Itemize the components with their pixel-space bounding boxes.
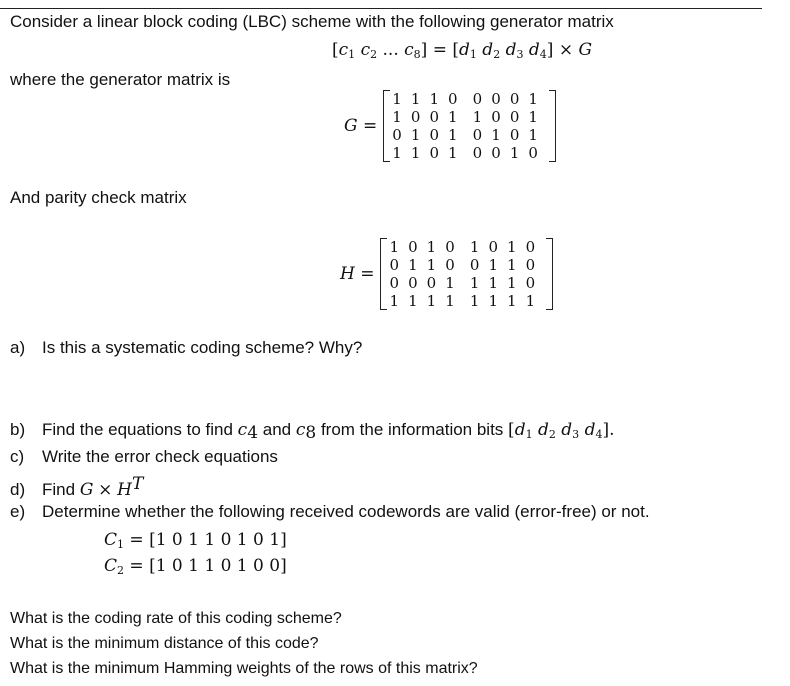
h-matrix-row (389, 256, 544, 274)
g-matrix-row (392, 126, 547, 144)
matrix-cell: 0 (426, 274, 437, 292)
matrix-cell: 1 (389, 238, 400, 256)
matrix-cell: 0 (491, 108, 501, 126)
matrix-cell: 1 (408, 292, 418, 310)
matrix-cell: 1 (429, 90, 439, 108)
h-matrix-row (389, 274, 544, 292)
matrix-cell: 1 (507, 256, 517, 274)
matrix-cell: 0 (509, 108, 520, 126)
matrix-cell: 0 (525, 238, 536, 256)
matrix-cell: 1 (488, 274, 498, 292)
question-min-hamming-weight: What is the minimum Hamming weights of the rows of this matrix? (10, 660, 478, 677)
generator-equation: [$c_1$ $c_2$ ... $c_8] = [d_1$ $d_2$ $d_3$ $d_4] \times G$ (332, 40, 593, 61)
item-d: d) Find $G \times H^T$ (10, 474, 144, 500)
matrix-cell: 0 (491, 90, 501, 108)
generator-matrix-rows (390, 90, 549, 162)
matrix-cell: 1 (528, 90, 538, 108)
g-matrix-row (392, 144, 547, 162)
matrix-cell: 0 (509, 126, 520, 144)
g-matrix-row (392, 108, 547, 126)
codeword-c2: $C_2 = [1$ 0 1 1 0 1 0 0] (104, 556, 287, 577)
h-matrix-row (389, 292, 544, 310)
matrix-cell: 0 (429, 126, 439, 144)
matrix-cell: 1 (525, 292, 536, 310)
matrix-cell: 1 (410, 144, 421, 162)
matrix-cell: 1 (389, 292, 400, 310)
item-c: c) Write the error check equations (10, 447, 278, 466)
intro-text: Consider a linear block coding (LBC) scheme with the following generator matrix (10, 12, 614, 31)
parity-check-matrix-rows (387, 238, 546, 310)
matrix-cell: 0 (408, 238, 418, 256)
matrix-cell: 1 (410, 90, 421, 108)
matrix-cell: 0 (525, 256, 536, 274)
matrix-cell: 1 (507, 238, 517, 256)
matrix-cell: 0 (472, 90, 483, 108)
question-coding-rate: What is the coding rate of this coding scheme? (10, 610, 342, 627)
matrix-cell: 0 (509, 90, 520, 108)
parity-text: And parity check matrix (10, 188, 187, 207)
matrix-cell: 1 (408, 256, 418, 274)
matrix-cell: 1 (426, 292, 437, 310)
codeword-c1: $C_1 = [1$ 0 1 1 0 1 0 1] (104, 530, 287, 551)
matrix-cell: 1 (507, 292, 517, 310)
matrix-cell: 1 (448, 126, 458, 144)
matrix-cell: 1 (507, 274, 517, 292)
matrix-cell: 0 (488, 238, 498, 256)
matrix-cell: 1 (491, 126, 501, 144)
matrix-cell: 1 (392, 90, 402, 108)
matrix-cell: 0 (445, 238, 455, 256)
matrix-cell: 0 (448, 90, 458, 108)
matrix-cell: 1 (392, 144, 402, 162)
matrix-cell: 1 (469, 238, 480, 256)
matrix-cell: 0 (429, 144, 439, 162)
matrix-cell: 1 (392, 108, 402, 126)
matrix-cell: 1 (426, 256, 437, 274)
matrix-cell: 1 (469, 274, 480, 292)
matrix-cell: 0 (525, 274, 536, 292)
matrix-cell: 1 (445, 292, 455, 310)
where-text: where the generator matrix is (10, 70, 231, 89)
matrix-cell: 0 (528, 144, 538, 162)
matrix-cell: 0 (472, 144, 483, 162)
g-matrix-row (392, 90, 547, 108)
matrix-cell: 1 (410, 126, 421, 144)
generator-matrix: G = 1 1 1 0 0 0 0 1 1 0 0 1 1 0 0 1 0 1 0 1 0 1 0 1 1 1 0 1 0 0 1 0 (344, 90, 556, 162)
matrix-cell: 0 (491, 144, 501, 162)
matrix-cell: 0 (389, 274, 400, 292)
question-min-distance: What is the minimum distance of this code? (10, 635, 319, 652)
item-e: e) Determine whether the following received codewords are valid (error-free) or not. (10, 502, 650, 521)
matrix-cell: 1 (528, 126, 538, 144)
matrix-cell: 1 (472, 108, 483, 126)
matrix-cell: 1 (509, 144, 520, 162)
matrix-cell: 0 (392, 126, 402, 144)
matrix-cell: 0 (469, 256, 480, 274)
h-matrix-row (389, 238, 544, 256)
matrix-cell: 1 (426, 238, 437, 256)
parity-check-matrix: H = 1 0 1 0 1 0 1 0 0 1 1 0 0 1 1 0 0 0 0 1 1 1 1 0 1 1 1 1 1 1 1 1 (340, 238, 553, 310)
item-b: b) Find the equations to find $c_4$ and $c_8$ from the information bits [$d_1$ $d_2$ $d_3$ $d_4$]. (10, 420, 615, 443)
item-a: a) Is this a systematic coding scheme? Why? (10, 338, 363, 357)
matrix-cell: 1 (488, 256, 498, 274)
matrix-cell: 0 (472, 126, 483, 144)
matrix-cell: 0 (408, 274, 418, 292)
matrix-cell: 0 (429, 108, 439, 126)
matrix-cell: 0 (389, 256, 400, 274)
matrix-cell: 1 (448, 108, 458, 126)
top-rule (0, 8, 762, 9)
matrix-cell: 0 (410, 108, 421, 126)
matrix-cell: 1 (448, 144, 458, 162)
matrix-cell: 1 (469, 292, 480, 310)
matrix-cell: 0 (445, 256, 455, 274)
matrix-cell: 1 (445, 274, 455, 292)
matrix-cell: 1 (528, 108, 538, 126)
matrix-cell: 1 (488, 292, 498, 310)
